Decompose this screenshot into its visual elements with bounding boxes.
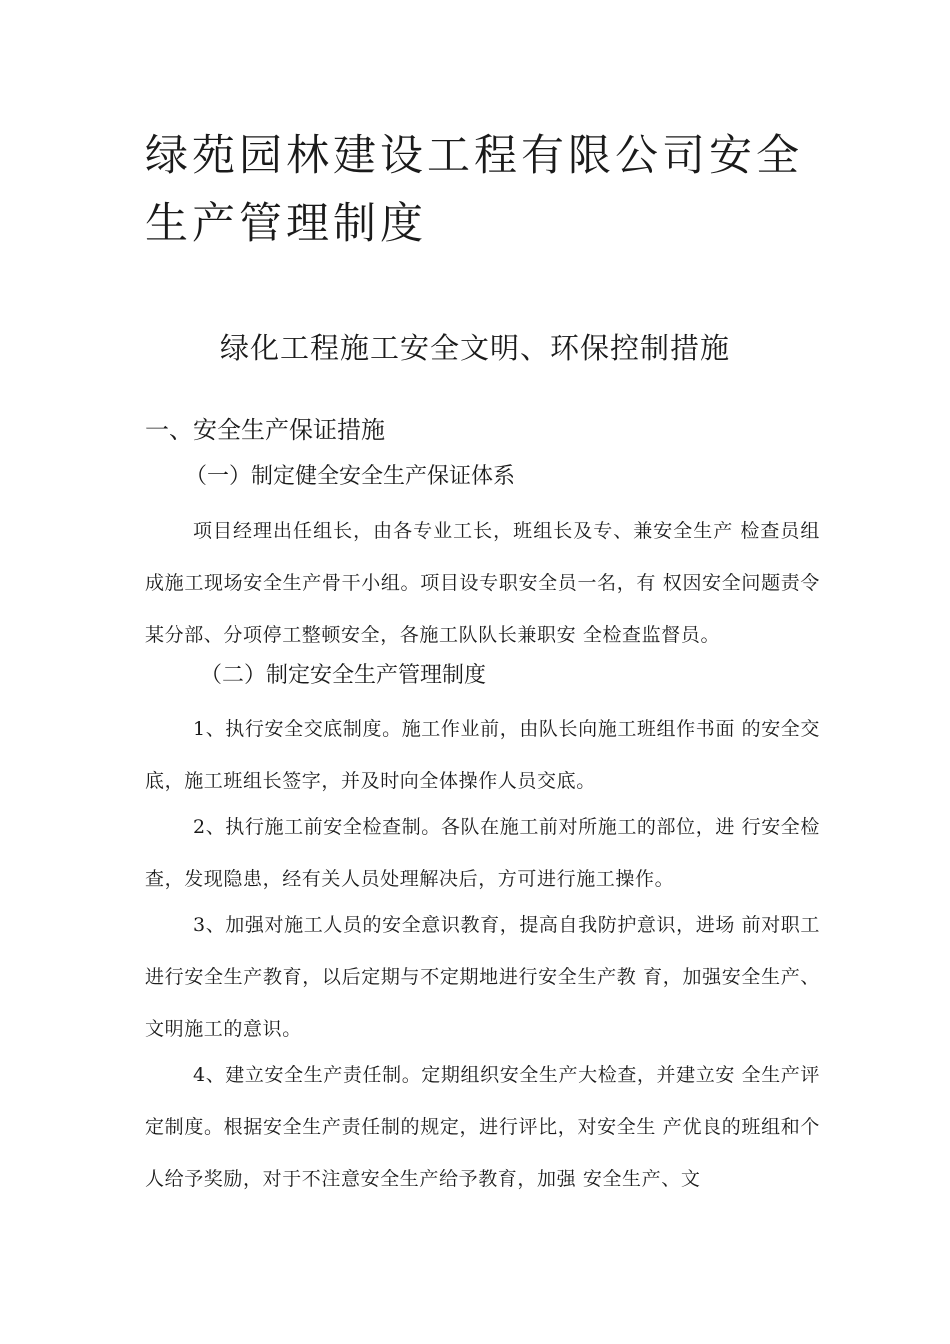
subsection-heading-management-rules: （二）制定安全生产管理制度: [200, 663, 487, 688]
document-title: 绿苑园林建设工程有限公司安全生产管理制度: [145, 131, 803, 249]
rule-item-2: 2、执行施工前安全检查制。各队在施工前对所施工的部位，进 行安全检查，发现隐患，经有关人员处理解决后，方可进行施工操作。: [145, 816, 820, 890]
rule-item-3: 3、加强对施工人员的安全意识教育，提高自我防护意识，进场 前对职工进行安全生产教育，以后定期与不定期地进行安全生产教 育，加强安全生产、文明施工的意识。: [145, 914, 820, 1040]
section-heading-safety-measures: 一、安全生产保证措施: [145, 416, 385, 444]
document-subtitle: 绿化工程施工安全文明、环保控制措施: [219, 331, 730, 365]
subsection-heading-safety-system: （一）制定健全安全生产保证体系: [185, 464, 516, 489]
rule-item-1: 1、执行安全交底制度。施工作业前，由队长向施工班组作书面 的安全交底，施工班组长签字，并及时向全体操作人员交底。: [145, 718, 820, 792]
rule-item-4: 4、建立安全生产责任制。定期组织安全生产大检查，并建立安 全生产评定制度。根据安全生产责任制的规定，进行评比，对安全生 产优良的班组和个人给予奖励，对于不注意安全生产给予教育，加强 安全生产、文: [145, 1064, 820, 1190]
paragraph-safety-team: 项目经理出任组长，由各专业工长，班组长及专、兼安全生产 检查员组成施工现场安全生产骨干小组。项目设专职安全员一名，有 权因安全问题责令某分部、分项停工整顿安全，各施工队队长兼职安 全检查监督员。: [145, 520, 820, 646]
